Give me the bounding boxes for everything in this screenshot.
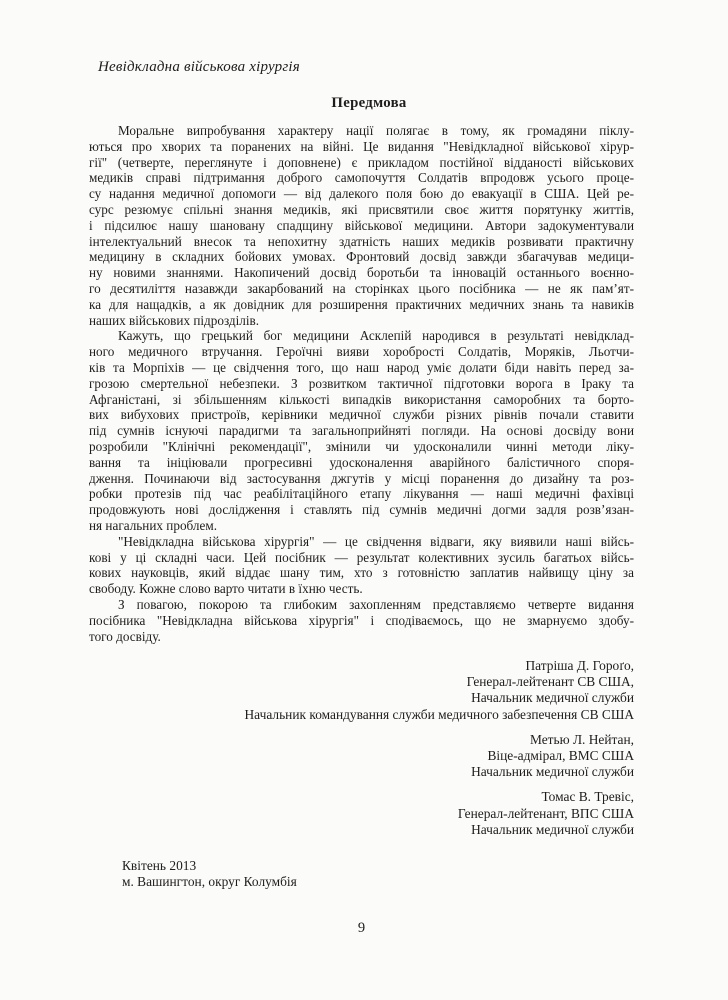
- page-number: 9: [357, 920, 366, 936]
- signature-line: Метью Л. Нейтан,: [529, 731, 634, 747]
- body-line: медицину в складних бойових умовах. Фронтовий досвід завжди збагачував медици-: [89, 249, 634, 265]
- body-line: робки протезів під час реабілітаційного етапу лікування — наші медичні фахівці: [89, 486, 634, 502]
- signature-line: Начальник командування служби медичного забезпечення СВ США: [244, 706, 634, 722]
- body-line: го десятиліття назавжди закарбований на сторінках цього посібника — не як пам’ят-: [89, 280, 634, 296]
- body-line: розробили "Клінічні рекомендації", змінили чи удосконалили чинні методи ліку-: [89, 438, 634, 454]
- signature-line: Генерал-лейтенант СВ США,: [466, 674, 634, 690]
- body-line: Кажуть, що грецький бог медицини Асклепій народився в результаті невідклад-: [118, 328, 634, 344]
- body-line: грозою смертельної небезпеки. З розвитком тактичної підготовки ворога в Іраку та: [89, 375, 634, 391]
- body-line: гії" (четверте, переглянуте і доповнене) є прикладом постійної відданості військових: [89, 154, 634, 170]
- body-line: Афганістані, зі збільшенням кількості випадків використання саморобних та борто-: [89, 391, 634, 407]
- signature-line: Генерал-лейтенант, ВПС США: [457, 805, 634, 821]
- signature-line: Патріша Д. Гороґо,: [525, 658, 634, 673]
- body-line: Моральне випробування характеру нації полягає в тому, як громадяни піклу-: [118, 123, 634, 138]
- date-location-block: [122, 858, 297, 890]
- body-line: сурс резюмує спільні знання медиків, які присвятили своє життя порятунку життів,: [89, 201, 634, 217]
- body-line: кові у ці складні часи. Цей посібник — результат колективних зусиль багатьох війсь-: [89, 549, 634, 565]
- body-line: вання та ініціювали прогресивні удосконалення аварійного балістичного споря-: [89, 454, 634, 470]
- body-line: ків та Морпіхів — це свідчення того, що наш народ уміє долати біди навіть перед за-: [89, 359, 634, 375]
- signature-line: Начальник медичної служби: [471, 821, 634, 837]
- body-line: під сумнів існуючі парадигми та загальноприйняті погляди. На основі досвіду вони: [89, 423, 634, 439]
- body-line: су надання медичної допомоги — від далекого поля бою до евакуації в США. Цей ре-: [89, 186, 634, 202]
- body-line: посібника "Невідкладна військова хірургія" і сподіваємось, що не змарнуємо здобу-: [89, 612, 634, 628]
- date-line: Квітень 2013: [122, 858, 197, 873]
- signature-block: [89, 789, 634, 838]
- signature-block: [89, 658, 634, 723]
- body-line: медиків справі підтримання доброго самопочуття Солдатів впродовж усього проце-: [89, 170, 634, 186]
- body-line: наших військових підрозділів.: [89, 312, 260, 328]
- body-line: З повагою, покорою та глибоким захопленням представляємо четверте видання: [118, 596, 634, 612]
- body-line: ного медичного втручання. Героїчні вияви хоробрості Солдатів, Моряків, Льотчи-: [89, 344, 634, 360]
- body-line: свободу. Кожне слово варто читати в їхню честь.: [89, 581, 363, 597]
- body-line: ка для нащадків, а як довідник для розширення практичних медичних знань та навиків: [89, 296, 634, 312]
- body-line: продовжують нові дослідження і ставлять під сумнів медичні догми задля розв’язан-: [89, 502, 634, 518]
- signature-line: Начальник медичної служби: [471, 690, 634, 706]
- preface-body: [89, 123, 634, 644]
- signature-line: Начальник медичної служби: [471, 764, 634, 780]
- body-line: ня нагальних проблем.: [89, 517, 218, 533]
- body-line: ються про хворих та поранених на війні. Це видання "Невідкладної військової хірур-: [89, 138, 634, 154]
- signature-block: [89, 732, 634, 781]
- body-line: "Невідкладна військова хірургія" — це свідчення відваги, яку виявили наші війсь-: [118, 533, 634, 549]
- body-line: інтелектуальний внесок та непохитну здатність наших медиків розвивати практичну: [89, 233, 634, 249]
- body-line: вих вибухових пристроїв, керівники медичної служби різних рівнів почали ставити: [89, 407, 634, 423]
- body-line: і підсилює нашу шановану спадщину військової медицини. Автори задокументували: [89, 217, 634, 233]
- page-title: Передмова: [331, 95, 407, 111]
- signature-line: Віце-адмірал, ВМС США: [487, 748, 634, 764]
- body-line: того досвіду.: [89, 628, 161, 644]
- body-line: дження. Починаючи від застосування джгутів у місці поранення до дизайну та роз-: [89, 470, 634, 486]
- date-line: м. Вашингтон, округ Колумбія: [122, 874, 297, 889]
- signature-line: Томас В. Тревіс,: [541, 789, 634, 805]
- body-line: ну новими знаннями. Накопичений досвід боротьби та інновацій останнього воєнно-: [89, 265, 634, 281]
- body-line: кових науковців, який віддає шану тим, хто з готовністю заплатив найвищу ціну за: [89, 565, 634, 581]
- running-head: Невідкладна військова хірургія: [98, 59, 300, 75]
- signature-blocks: [89, 658, 634, 847]
